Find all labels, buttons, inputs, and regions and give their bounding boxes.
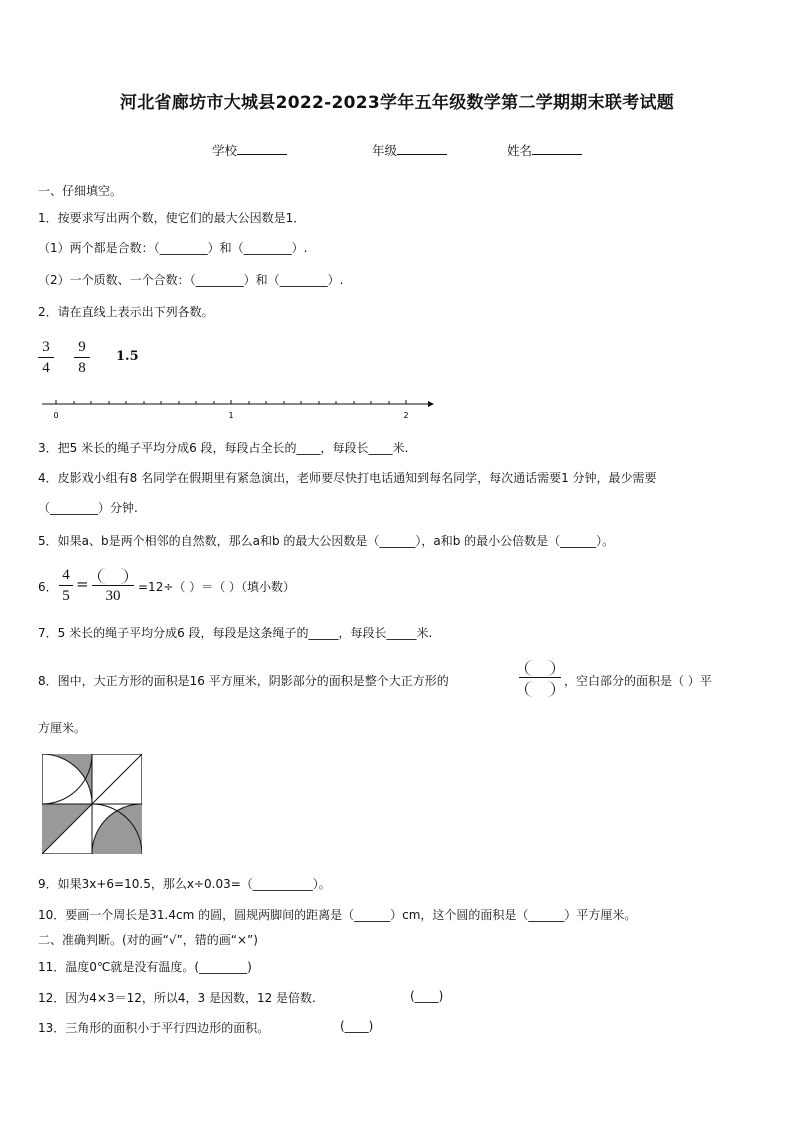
grade-blank[interactable]: [397, 154, 447, 155]
decimal-1-5: 1.5: [116, 349, 139, 364]
question-13: 13．三角形的面积小于平行四边形的面积。: [38, 1021, 270, 1035]
fraction-numerator-blank[interactable]: [519, 658, 561, 676]
fraction-denominator: 30: [105, 588, 121, 604]
question-8-part-1: 8．图中，大正方形的面积是16 平方厘米，阴影部分的面积是整个大正方形的: [38, 674, 449, 688]
fraction-bar: [38, 357, 54, 358]
grade-label: 年级: [372, 143, 398, 158]
section-2-heading: 二、准确判断。(对的画“√”，错的画“×”): [38, 933, 258, 947]
question-8-part-2: ，空白部分的面积是（ ）平: [564, 674, 712, 688]
fraction-blank: [519, 658, 561, 697]
equals-sign: =: [76, 575, 89, 593]
question-4-line-2: （________）分钟.: [38, 501, 138, 515]
square-shaded-diagram: [42, 754, 142, 854]
fraction-bar: [92, 585, 134, 586]
fraction-numerator: 3: [42, 339, 50, 355]
school-label: 学校: [212, 143, 238, 158]
name-label: 姓名: [507, 143, 533, 158]
question-8-line-2: 方厘米。: [38, 721, 87, 735]
tick-label-0: 0: [53, 411, 59, 420]
fraction-bar: [74, 357, 90, 358]
fraction-numerator: 4: [62, 567, 70, 583]
fraction-denominator: 4: [42, 360, 50, 376]
fraction-numerator-blank[interactable]: [92, 566, 134, 584]
fraction-4-5: [59, 566, 73, 605]
question-6-rest: =12÷（ ）＝（ ）（填小数）: [138, 580, 296, 594]
name-blank[interactable]: [532, 154, 582, 155]
number-line: [38, 394, 438, 422]
question-2: 2．请在直线上表示出下列各数。: [38, 305, 214, 319]
question-5: 5．如果a、b是两个相邻的自然数，那么a和b 的最大公因数是（______），a和b 的最小公倍数是（______）。: [38, 534, 615, 548]
tick-label-1: 1: [228, 411, 234, 420]
fraction-denominator-blank[interactable]: [519, 679, 561, 697]
fraction-blank-30: [92, 566, 134, 605]
fraction-denominator: 8: [78, 360, 86, 376]
question-11: 11．温度0℃就是没有温度。(________): [38, 960, 252, 974]
fraction-bar: [519, 677, 561, 678]
question-7: 7．5 米长的绳子平均分成6 段，每段是这条绳子的_____，每段长_____米.: [38, 626, 433, 640]
question-6-number: 6．: [38, 580, 58, 594]
fraction-denominator: 5: [62, 588, 70, 604]
question-10: 10．要画一个周长是31.4cm 的圆，圆规两脚间的距离是（______）cm，这个圆的面积是（______）平方厘米。: [38, 908, 637, 922]
question-12-answer[interactable]: (____): [410, 989, 444, 1003]
tick-label-2: 2: [403, 411, 409, 420]
question-13-answer[interactable]: (____): [340, 1019, 374, 1033]
question-1: 1．按要求写出两个数，使它们的最大公因数是1．: [38, 211, 306, 225]
question-1b: （2）一个质数、一个合数：（________）和（________）.: [38, 273, 344, 287]
fraction-3-4: [38, 338, 54, 377]
question-1a: （1）两个都是合数：（________）和（________）.: [38, 241, 308, 255]
fraction-numerator: 9: [78, 339, 86, 355]
question-4-line-1: 4．皮影戏小组有8 名同学在假期里有紧急演出，老师要尽快打电话通知到每名同学，每次通话需要1 分钟，最少需要: [38, 471, 657, 485]
name-field: [507, 141, 582, 159]
page-title: 河北省廊坊市大城县2022-2023学年五年级数学第二学期期末联考试题: [119, 93, 675, 113]
question-12: 12．因为4×3＝12，所以4，3 是因数，12 是倍数.: [38, 991, 316, 1005]
school-blank[interactable]: [237, 154, 287, 155]
question-9: 9．如果3x+6=10.5，那么x÷0.03=（__________）。: [38, 877, 331, 891]
section-1-heading: 一、仔细填空。: [38, 184, 123, 198]
grade-field: [372, 141, 447, 159]
question-3: 3．把5 米长的绳子平均分成6 段，每段占全长的____，每段长____米.: [38, 441, 409, 455]
fraction-bar: [59, 585, 73, 586]
school-field: [212, 141, 287, 159]
fraction-9-8: [74, 338, 90, 377]
